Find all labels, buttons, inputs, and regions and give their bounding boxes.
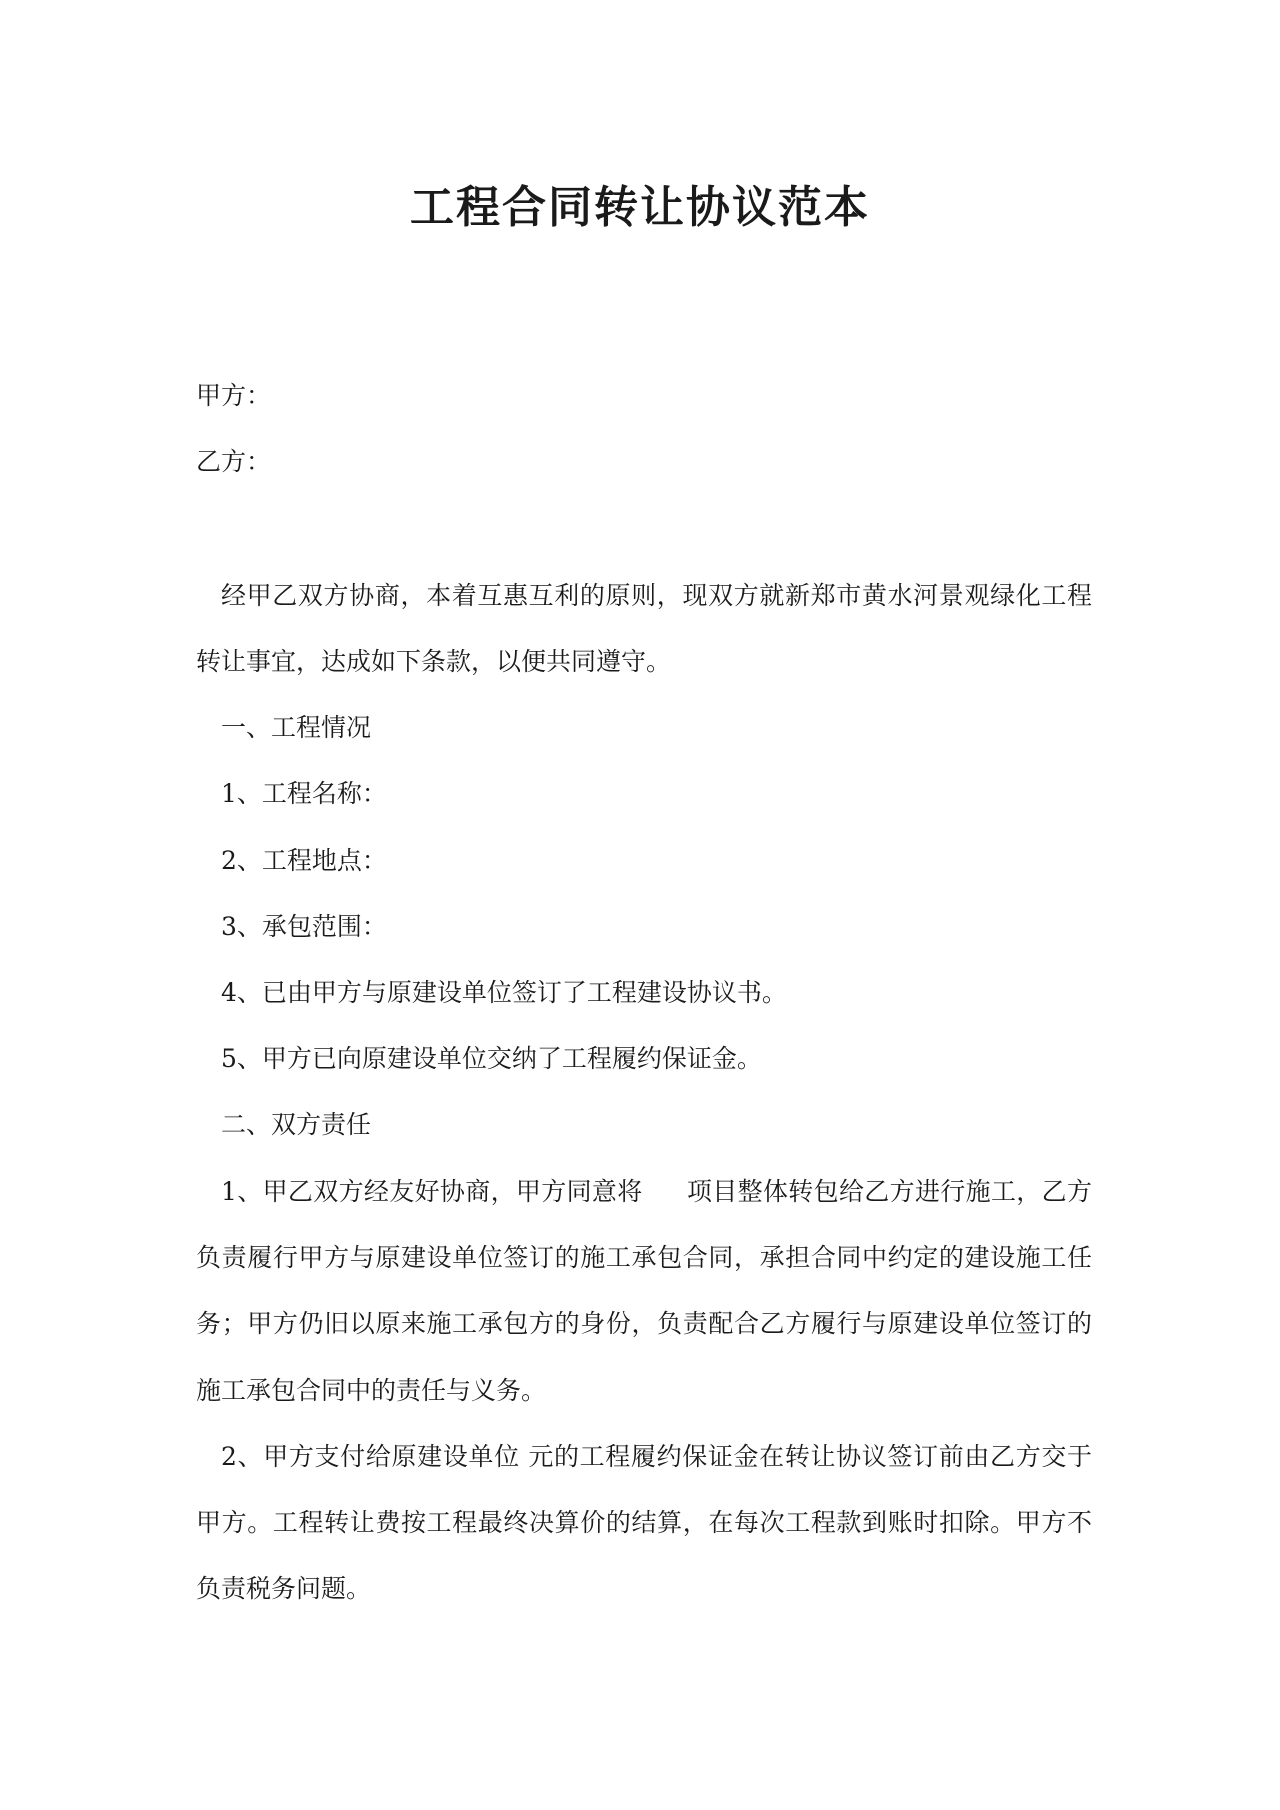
intro-line-2: 转让事宜，达成如下条款，以便共同遵守。 bbox=[196, 647, 672, 676]
party-a-label: 甲方： bbox=[196, 381, 272, 410]
clause-2-line: 负责税务问题。 bbox=[196, 1574, 372, 1603]
page-title: 工程合同转让协议范本 bbox=[410, 182, 870, 233]
clause-1-part-2: 项目整体转包给乙方进行施工，乙方 bbox=[686, 1177, 1092, 1206]
clause-1-line: 施工承包合同中的责任与义务。 bbox=[196, 1376, 547, 1405]
clause-2-line: 甲方。工程转让费按工程最终决算价的结算，在每次工程款到账时扣除。甲方不 bbox=[196, 1508, 1092, 1537]
section-1-item: 5、甲方已向原建设单位交纳了工程履约保证金。 bbox=[221, 1044, 762, 1073]
party-b-label: 乙方： bbox=[196, 447, 272, 476]
clause-1-line: 负责履行甲方与原建设单位签订的施工承包合同，承担合同中约定的建设施工任 bbox=[196, 1243, 1092, 1272]
clause-1-line-1 bbox=[221, 1174, 1092, 1210]
section-1-item: 1、工程名称： bbox=[221, 779, 387, 808]
clause-1-line: 务；甲方仍旧以原来施工承包方的身份，负责配合乙方履行与原建设单位签订的 bbox=[196, 1309, 1092, 1338]
section-1-item: 2、工程地点： bbox=[221, 846, 387, 875]
section-1-item: 4、已由甲方与原建设单位签订了工程建设协议书。 bbox=[221, 978, 787, 1007]
section-1-heading: 一、工程情况 bbox=[221, 713, 372, 742]
clause-1-part-1: 1、甲乙双方经友好协商，甲方同意将 bbox=[221, 1177, 643, 1206]
section-1-item: 3、承包范围： bbox=[221, 912, 387, 941]
section-2-heading: 二、双方责任 bbox=[221, 1110, 372, 1139]
clause-2-line: 2、甲方支付给原建设单位 元的工程履约保证金在转让协议签订前由乙方交于 bbox=[221, 1442, 1092, 1471]
intro-line-1: 经甲乙双方协商，本着互惠互利的原则，现双方就新郑市黄水河景观绿化工程 bbox=[221, 581, 1092, 610]
